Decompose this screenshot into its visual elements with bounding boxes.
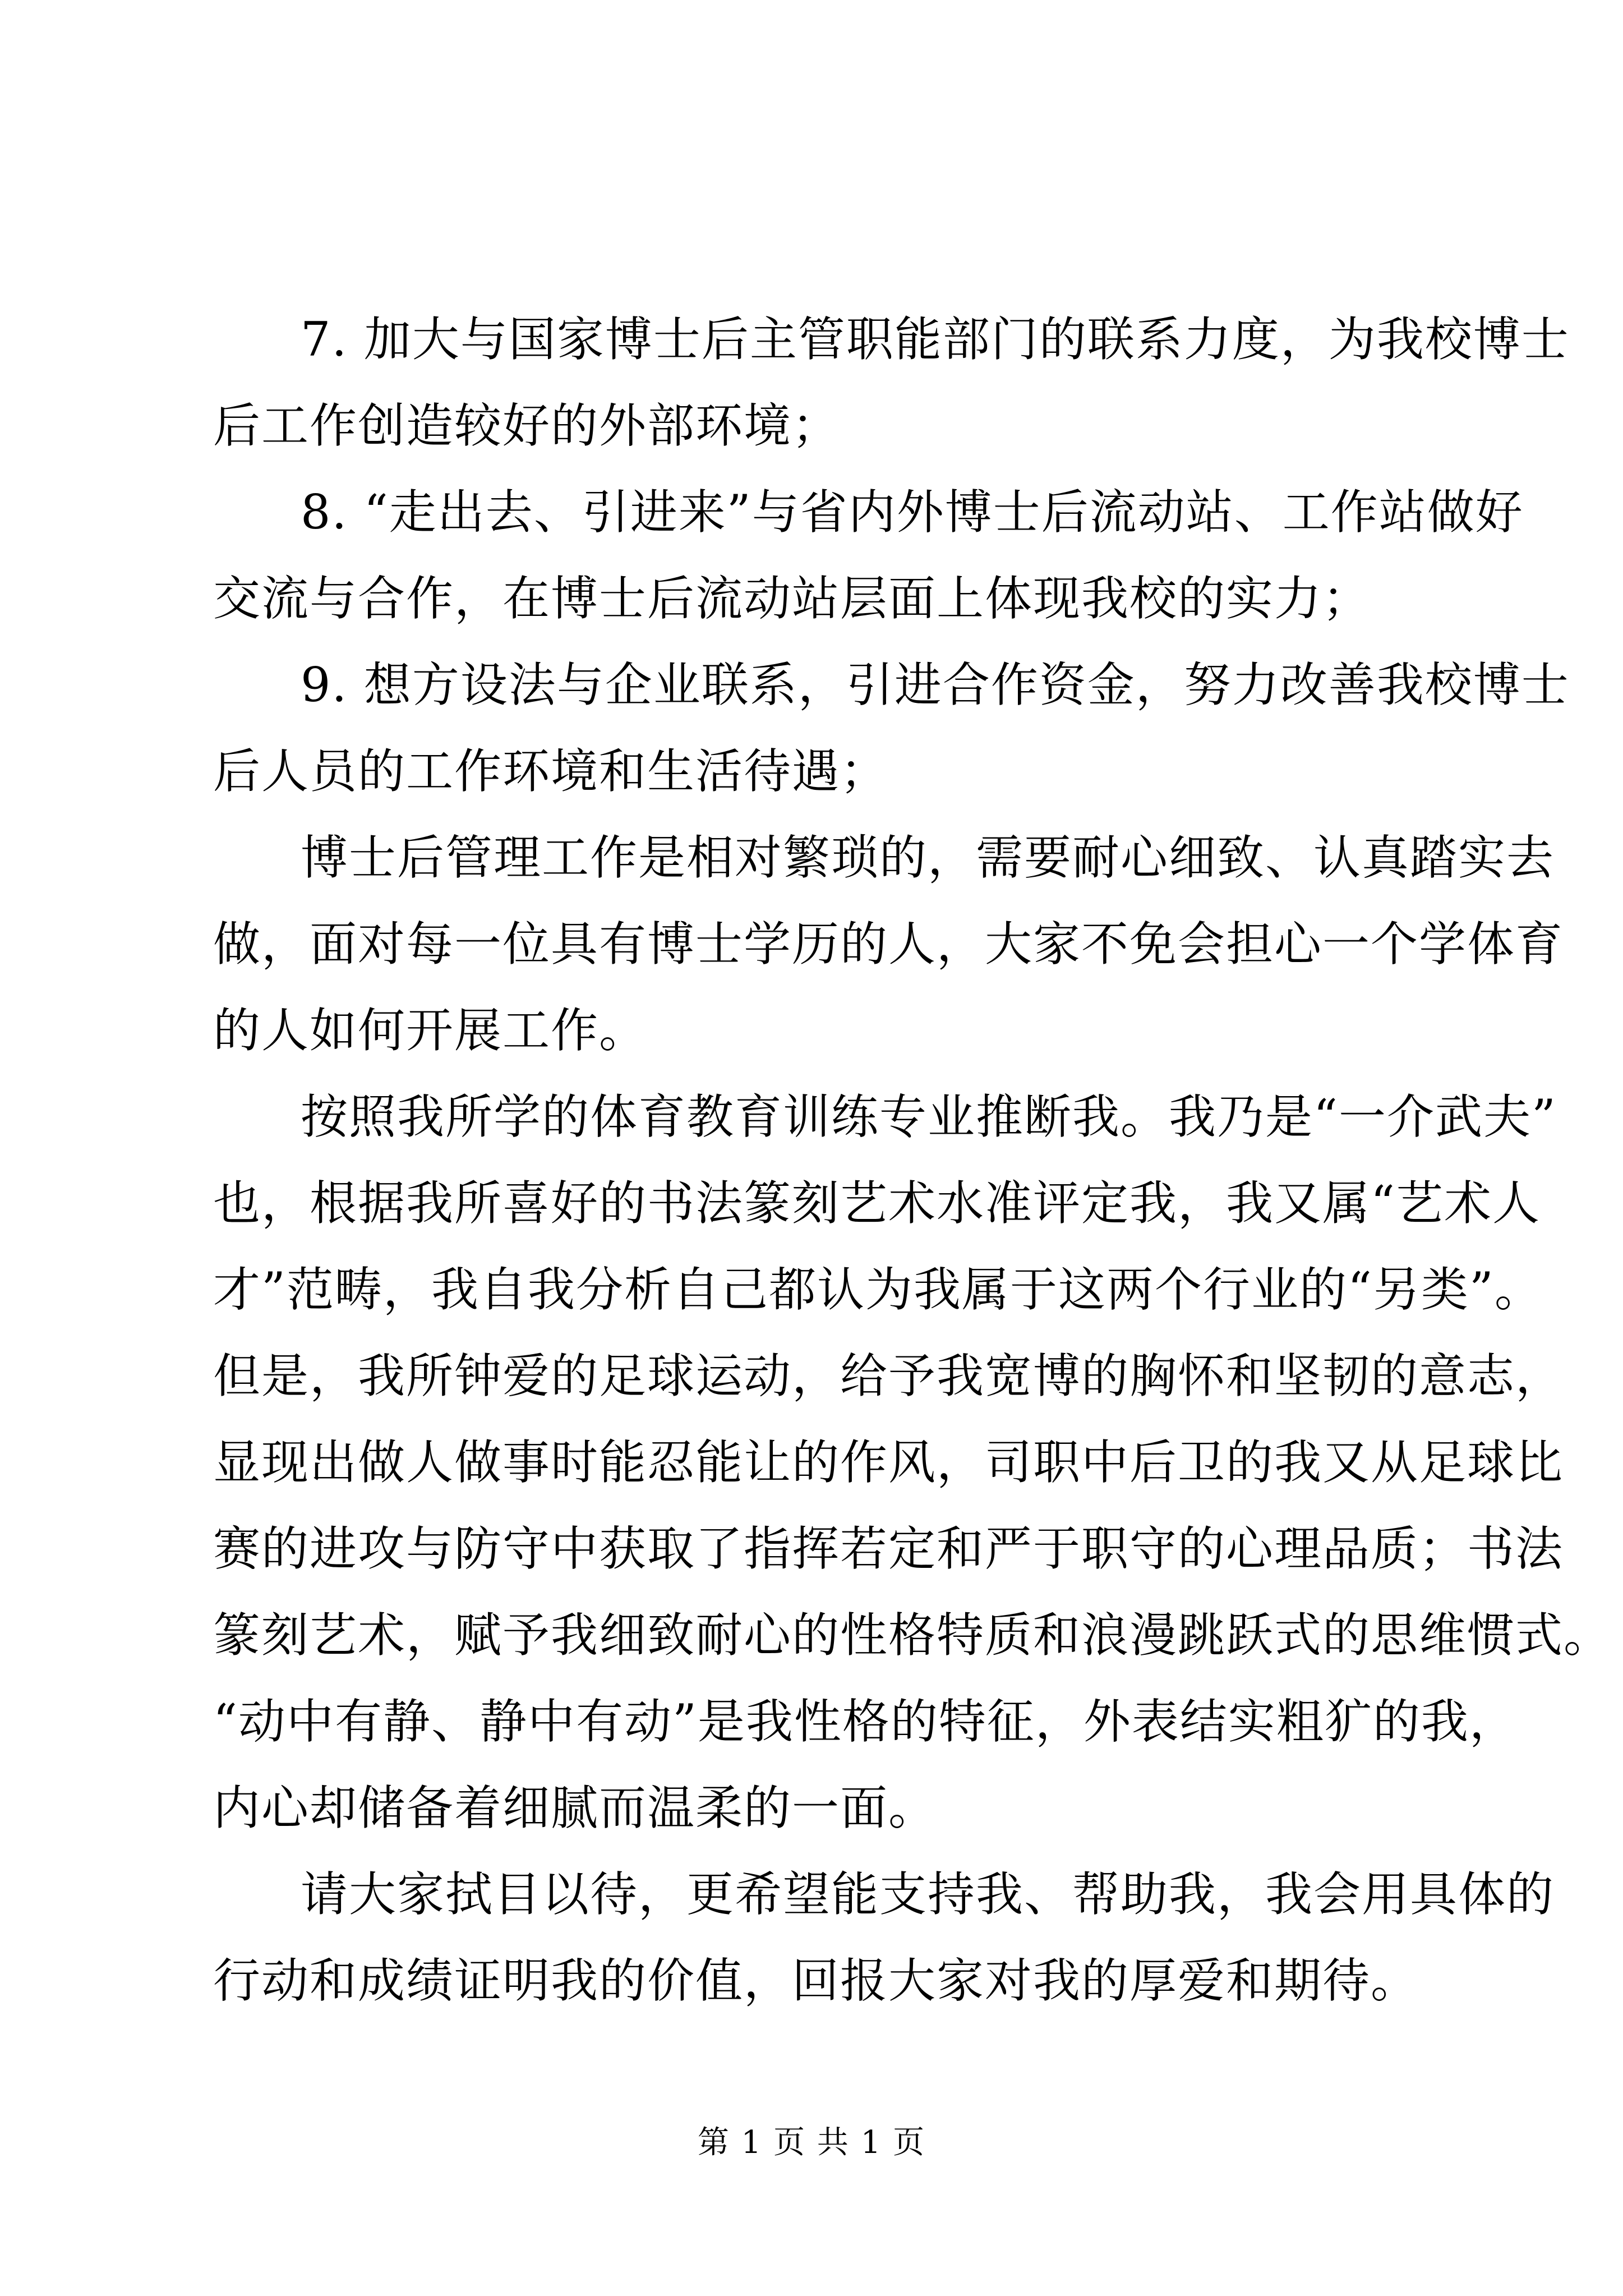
item-8-line-1: 8. “走出去、引进来”与省内外博士后流动站、工作站做好 [301,485,1524,540]
paragraph-self-line-3: 才”范畴，我自我分析自己都认为我属于这两个行业的“另类”。 [213,1262,1543,1317]
paragraph-self-line-1: 按照我所学的体育教育训练专业推断我。我乃是“一介武夫” [301,1089,1557,1144]
paragraph-management-line-3: 的人如何开展工作。 [213,1003,648,1058]
item-7-line-2: 后工作创造较好的外部环境； [213,398,841,453]
paragraph-management-line-1: 博士后管理工作是相对繁琐的，需要耐心细致、认真踏实去 [301,830,1555,885]
paragraph-self-line-8: “动中有静、静中有动”是我性格的特征，外表结实粗犷的我， [213,1694,1518,1749]
item-7-line-1: 7. 加大与国家博士后主管职能部门的联系力度，为我校博士 [301,312,1570,367]
paragraph-management-line-2: 做，面对每一位具有博士学历的人，大家不免会担心一个学体育 [213,917,1564,972]
item-9-line-2: 后人员的工作环境和生活待遇； [213,744,889,799]
item-8-line-2: 交流与合作，在博士后流动站层面上体现我校的实力； [213,571,1371,626]
paragraph-self-line-4: 但是，我所钟爱的足球运动，给予我宽博的胸怀和坚韧的意志， [213,1349,1564,1404]
paragraph-self-line-5: 显现出做人做事时能忍能让的作风，司职中后卫的我又从足球比 [213,1435,1564,1490]
item-9-line-1: 9. 想方设法与企业联系，引进合作资金，努力改善我校博士 [301,657,1570,712]
paragraph-closing-line-2: 行动和成绩证明我的价值，回报大家对我的厚爱和期待。 [213,1953,1419,2008]
paragraph-self-line-6: 赛的进攻与防守中获取了指挥若定和严于职守的心理品质；书法 [213,1521,1564,1576]
paragraph-self-line-7: 篆刻艺术，赋予我细致耐心的性格特质和浪漫跳跃式的思维惯式。 [213,1608,1612,1663]
paragraph-self-line-2: 也，根据我所喜好的书法篆刻艺术水准评定我，我又属“艺术人 [213,1176,1541,1231]
paragraph-closing-line-1: 请大家拭目以待，更希望能支持我、帮助我，我会用具体的 [301,1867,1555,1922]
page-footer: 第 1 页 共 1 页 [697,2124,926,2161]
paragraph-self-line-9: 内心却储备着细腻而温柔的一面。 [213,1780,937,1835]
